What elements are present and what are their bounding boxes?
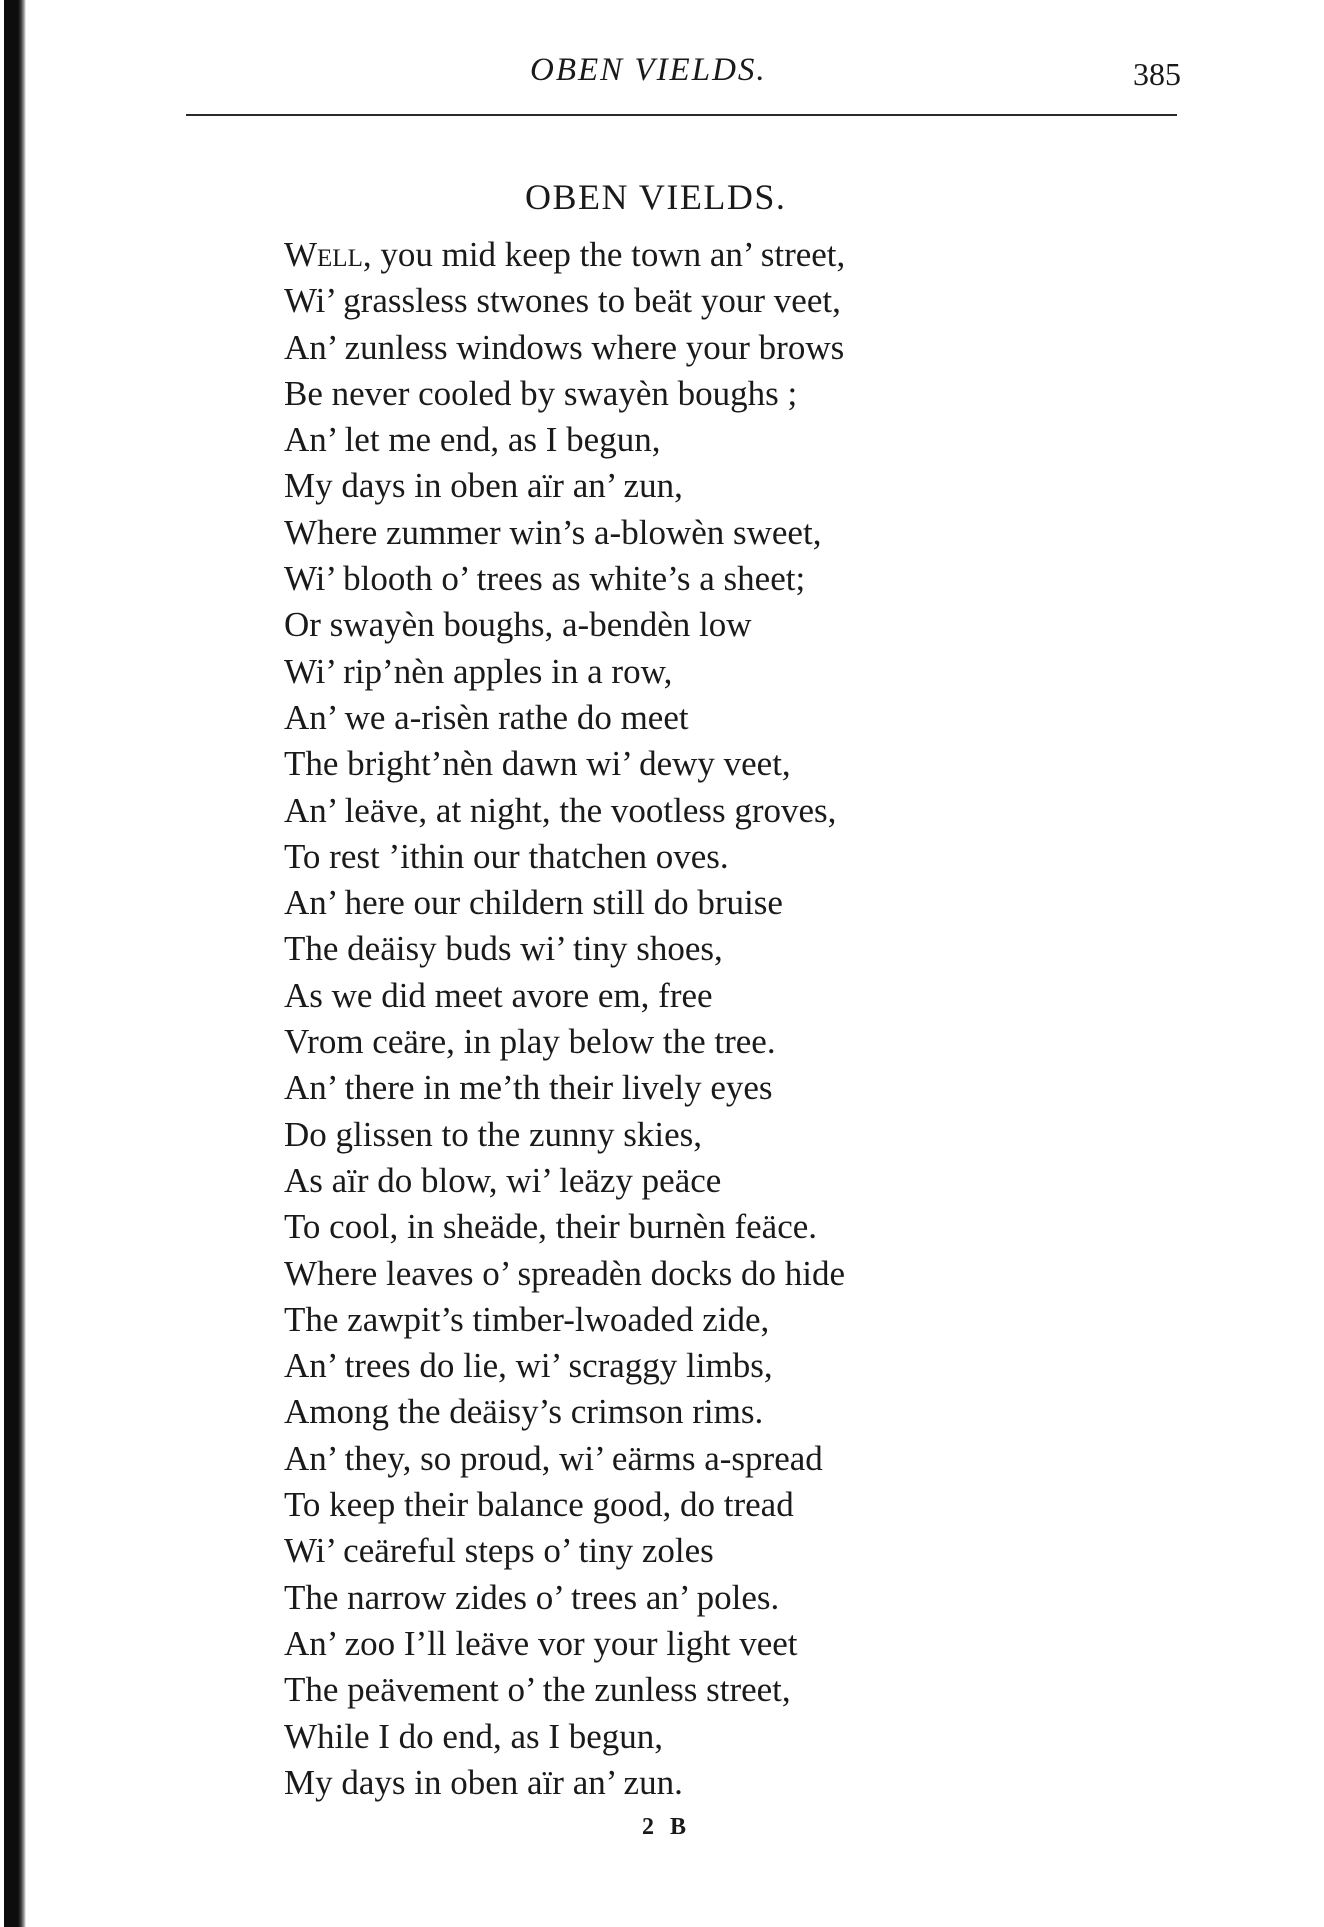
poem-line: Wi’ blooth o’ trees as white’s a sheet;	[284, 559, 806, 599]
poem-line: The narrow zides o’ trees an’ poles.	[284, 1577, 780, 1617]
poem-line: While I do end, as I begun,	[284, 1716, 664, 1756]
poem-line: The deäisy buds wi’ tiny shoes,	[284, 929, 723, 969]
header-rule	[186, 114, 1177, 116]
poem-line: The zawpit’s timber-lwoaded zide,	[284, 1299, 770, 1339]
poem-line: To keep their balance good, do tread	[284, 1485, 794, 1525]
poem-line: To rest ’ithin our thatchen oves.	[284, 836, 729, 876]
poem-line: Do glissen to the zunny skies,	[284, 1114, 703, 1154]
book-binding-edge	[4, 0, 26, 1927]
poem-line: As aïr do blow, wi’ leäzy peäce	[284, 1160, 722, 1200]
poem-line: Wi’ ceäreful steps o’ tiny zoles	[284, 1531, 714, 1571]
poem-line: Among the deäisy’s crimson rims.	[284, 1392, 764, 1432]
poem-line: Wi’ grassless stwones to beät your veet,	[284, 281, 841, 321]
poem-line: The peävement o’ the zunless street,	[284, 1670, 791, 1710]
poem-title: OBEN VIELDS.	[525, 177, 787, 217]
signature-mark: 2 B	[642, 1814, 692, 1840]
poem-line: Vrom ceäre, in play below the tree.	[284, 1022, 776, 1062]
poem-line: An’ zunless windows where your brows	[284, 327, 845, 367]
poem-first-line-rest: you mid keep the town an’ street,	[371, 235, 846, 274]
poem-line: An’ here our childern still do bruise	[284, 883, 783, 923]
poem-line: Wi’ rip’nèn apples in a row,	[284, 651, 673, 691]
poem-first-word: Well,	[284, 235, 372, 274]
poem-line: An’ zoo I’ll leäve vor your light veet	[284, 1623, 798, 1663]
poem-line: Be never cooled by swayèn boughs ;	[284, 373, 798, 413]
poem-line: An’ let me end, as I begun,	[284, 420, 661, 460]
poem-line: Where zummer win’s a-blowèn sweet,	[284, 512, 822, 552]
poem-body	[284, 232, 845, 1806]
page-number: 385	[1133, 56, 1181, 92]
poem-line: My days in oben aïr an’ zun.	[284, 1762, 683, 1802]
poem-line: An’ leäve, at night, the vootless groves,	[284, 790, 837, 830]
poem-line: Or swayèn boughs, a-bendèn low	[284, 605, 752, 645]
running-head: OBEN VIELDS.	[530, 52, 767, 88]
poem-line: The bright’nèn dawn wi’ dewy veet,	[284, 744, 791, 784]
poem-line: To cool, in sheäde, their burnèn feäce.	[284, 1207, 818, 1247]
poem-line: An’ there in me’th their lively eyes	[284, 1068, 773, 1108]
poem-line: An’ they, so proud, wi’ eärms a-spread	[284, 1438, 823, 1478]
poem-line: Where leaves o’ spreadèn docks do hide	[284, 1253, 846, 1293]
poem-line: As we did meet avore em, free	[284, 975, 713, 1015]
poem-line-1	[284, 232, 845, 278]
poem-line: An’ trees do lie, wi’ scraggy limbs,	[284, 1346, 773, 1386]
poem-line: An’ we a-risèn rathe do meet	[284, 697, 689, 737]
poem-line: My days in oben aïr an’ zun,	[284, 466, 683, 506]
